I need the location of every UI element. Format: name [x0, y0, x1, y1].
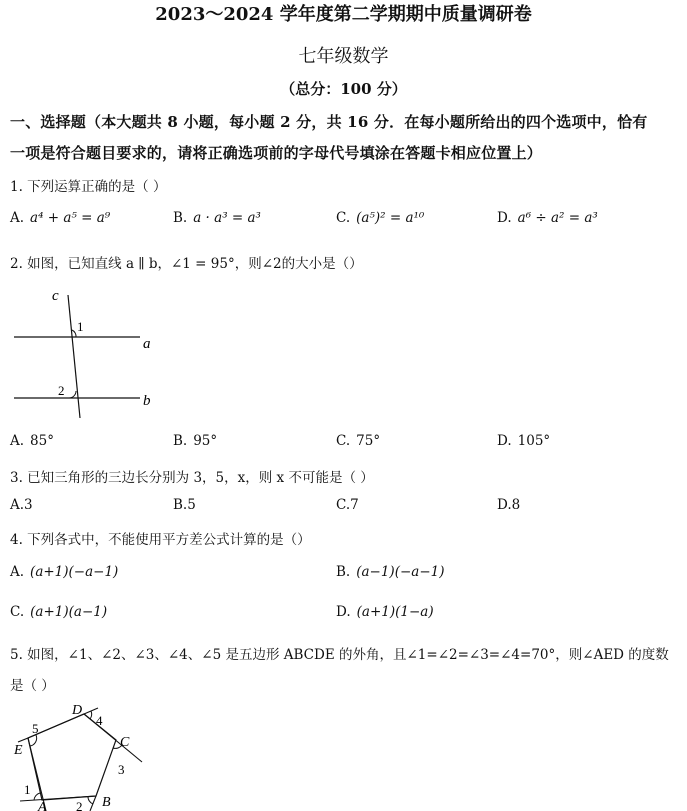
q1-option-c	[336, 210, 424, 226]
option-text: 105°	[517, 433, 551, 449]
q3-option-c	[336, 497, 359, 513]
label-a: a	[143, 336, 151, 352]
pentagon-abcde	[28, 714, 116, 800]
label-angle-5: 5	[32, 721, 39, 736]
q1-option-d	[497, 210, 598, 226]
page-subtitle: 七年级数学	[298, 46, 389, 67]
label-angle-1: 1	[24, 782, 31, 797]
extension-ab	[20, 796, 96, 801]
label-angle-2: 2	[76, 799, 83, 811]
option-text: 75°	[356, 433, 381, 449]
option-letter: A.	[10, 433, 25, 449]
angle-1-arc	[34, 793, 40, 800]
q3-option-d	[497, 497, 520, 513]
label-vertex-e: E	[14, 743, 23, 758]
option-text: 5	[187, 497, 196, 513]
angle-1-arc	[72, 330, 76, 337]
q3-option-b	[173, 497, 196, 513]
section-heading-line1: 一、选择题（本大题共 8 小题，每小题 2 分，共 16 分．在每小题所给出的四个选项中，恰有	[10, 113, 648, 131]
label-b: b	[143, 393, 151, 409]
angle-4-arc	[90, 711, 92, 719]
option-letter: C.	[336, 433, 351, 449]
option-text: a · a³ = a³	[193, 210, 261, 226]
option-letter: B.	[336, 564, 351, 580]
question-2-stem: 2. 如图，已知直线 a ∥ b，∠1 = 95°，则∠2的大小是（）	[10, 256, 363, 272]
extension-cd	[84, 714, 142, 762]
option-text: 8	[511, 497, 521, 513]
q1-option-b	[173, 210, 261, 226]
q2-option-c	[336, 433, 380, 449]
question-1-stem: 1. 下列运算正确的是（ ）	[10, 179, 167, 195]
option-letter: B.	[173, 433, 188, 449]
option-text: 7	[350, 497, 359, 513]
label-vertex-c: C	[120, 735, 130, 750]
section-heading-line2: 一项是符合题目要求的，请将正确选项前的字母代号填涂在答题卡相应位置上）	[10, 144, 543, 162]
label-vertex-d: D	[72, 703, 83, 718]
angle-2-arc	[88, 796, 93, 804]
page-title: 2023～2024 学年度第二学期期中质量调研卷	[155, 4, 532, 25]
option-letter: D.	[497, 497, 512, 513]
option-letter: C.	[336, 497, 351, 513]
q4-option-a	[10, 564, 118, 580]
question-4-stem: 4. 下列各式中，不能使用平方差公式计算的是（）	[10, 532, 311, 548]
option-text: (a+1)(a−1)	[30, 604, 108, 620]
extension-de	[28, 708, 98, 738]
label-angle-2: 2	[58, 383, 65, 398]
extension-de-left	[18, 738, 28, 742]
option-letter: D.	[497, 433, 512, 449]
option-text: (a−1)(−a−1)	[356, 564, 445, 580]
label-angle-1: 1	[77, 319, 84, 334]
option-text: 95°	[193, 433, 218, 449]
option-text: a⁴ + a⁵ = a⁹	[30, 210, 111, 226]
option-letter: A.	[10, 497, 25, 513]
q4-option-d	[336, 604, 434, 620]
option-letter: C.	[336, 210, 351, 226]
question-5-stem-line2: 是（ ）	[10, 678, 55, 694]
label-vertex-b: B	[102, 795, 111, 810]
line-c	[68, 295, 80, 418]
option-letter: D.	[497, 210, 512, 226]
label-c: c	[52, 288, 59, 304]
option-letter: A.	[10, 210, 25, 226]
label-vertex-a: A	[38, 800, 47, 811]
q2-option-b	[173, 433, 217, 449]
q4-option-c	[10, 604, 107, 620]
option-letter: B.	[173, 497, 188, 513]
option-letter: D.	[336, 604, 351, 620]
option-text: a⁶ ÷ a² = a³	[517, 210, 598, 226]
option-text: 3	[24, 497, 33, 513]
parallel-lines-figure	[0, 285, 170, 425]
q3-option-a	[10, 497, 33, 513]
question-3-stem: 3. 已知三角形的三边长分别为 3，5，x，则 x 不可能是（ ）	[10, 470, 374, 486]
label-angle-4: 4	[96, 713, 103, 728]
total-score: （总分：100 分）	[280, 80, 407, 98]
option-letter: A.	[10, 564, 25, 580]
q2-option-d	[497, 433, 550, 449]
option-text: (a⁵)² = a¹⁰	[356, 210, 425, 226]
option-text: 85°	[30, 433, 54, 449]
option-text: (a+1)(1−a)	[356, 604, 434, 620]
q1-option-a	[10, 210, 110, 226]
option-text: (a+1)(−a−1)	[30, 564, 119, 580]
option-letter: B.	[173, 210, 188, 226]
q4-option-b	[336, 564, 445, 580]
q2-option-a	[10, 433, 54, 449]
question-5-stem-line1: 5. 如图，∠1、∠2、∠3、∠4、∠5 是五边形 ABCDE 的外角，且∠1=∠2=∠3=∠4=70°，则∠AED 的度数	[10, 647, 669, 663]
angle-2-arc	[69, 391, 76, 398]
option-letter: C.	[10, 604, 25, 620]
label-angle-3: 3	[118, 762, 125, 777]
pentagon-figure	[0, 700, 170, 811]
